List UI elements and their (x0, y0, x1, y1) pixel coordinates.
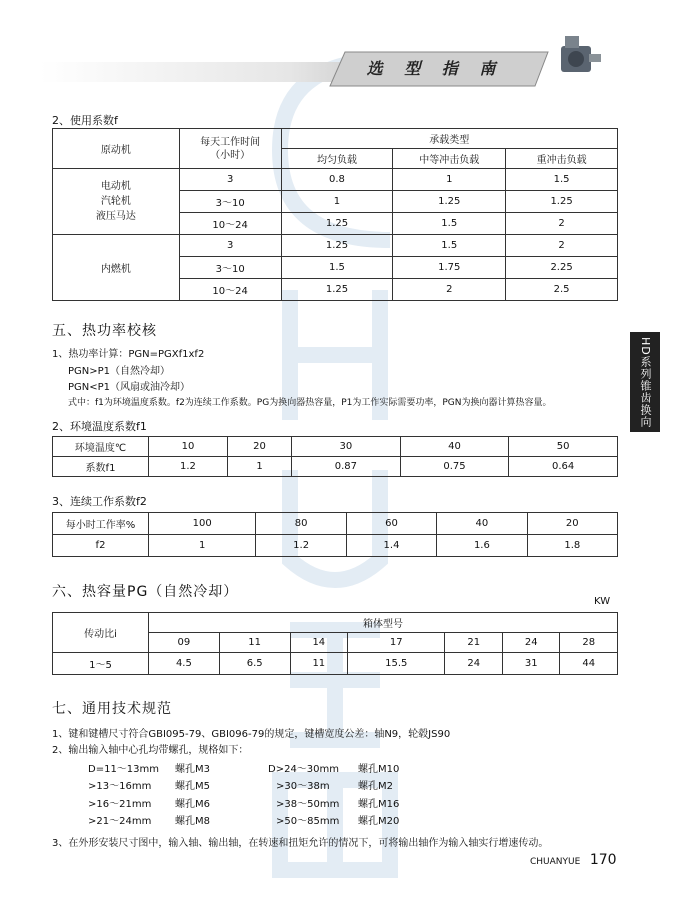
duty-factor-table (52, 512, 618, 557)
table-cell: 1 (149, 535, 256, 557)
table-cell: 50 (509, 437, 618, 457)
hours-header: 每天工作时间 （小时） (179, 129, 281, 169)
hole-dia: >30～38m (276, 781, 330, 792)
temp-factor-heading: 2、环境温度系数f1 (52, 420, 147, 433)
table-cell: 100 (149, 513, 256, 535)
table-cell: 1.25 (281, 213, 393, 235)
footer-brand: CHUANYUE (530, 857, 581, 867)
thermal-formula: 1、热功率计算：PGN=PGXf1xf2 (52, 349, 205, 360)
load-col-moderate: 中等冲击负载 (393, 149, 506, 169)
hole-thread: 螺孔M2 (358, 781, 393, 792)
section6-heading: 六、热容量PG（自然冷却） (52, 584, 239, 600)
spec-line-2: 2、输出输入轴中心孔均带螺孔，规格如下： (52, 745, 249, 756)
section5-heading: 五、热功率校核 (52, 323, 157, 339)
hole-thread: 螺孔M5 (175, 781, 210, 792)
table-cell: 11 (290, 653, 348, 675)
table-cell: 1 (281, 191, 393, 213)
hole-dia: >50～85mm (276, 816, 340, 827)
motor-header: 原动机 (53, 129, 180, 169)
section2-heading: 2、使用系数f (52, 114, 118, 127)
table-cell: 1.8 (527, 535, 617, 557)
table-cell: 20 (527, 513, 617, 535)
table-cell: 2.5 (506, 279, 618, 301)
table-cell: 1.5 (393, 213, 506, 235)
table-cell: 0.64 (509, 457, 618, 477)
table-cell: 4.5 (149, 653, 220, 675)
table-cell: 2 (506, 235, 618, 257)
table-cell: 1.6 (437, 535, 527, 557)
table-cell: 31 (502, 653, 560, 675)
table-cell: 40 (437, 513, 527, 535)
table-cell: 40 (400, 437, 509, 457)
hole-dia: D>24～30mm (268, 764, 340, 775)
hole-thread: 螺孔M16 (358, 799, 400, 810)
table-cell: 30 (292, 437, 401, 457)
temp-factor-table (52, 436, 618, 477)
table-cell: 1.5 (393, 235, 506, 257)
spec-line-3: 3、在外形安装尺寸图中，输入轴、输出轴，在转速和扭矩允许的情况下，可将输出轴作为输入轴实行增速传动。 (52, 838, 549, 849)
hole-thread: 螺孔M6 (175, 799, 210, 810)
hole-dia: >21～24mm (88, 816, 152, 827)
table-cell: 60 (346, 513, 436, 535)
table-cell: 0.75 (400, 457, 509, 477)
table-cell: 3～10 (179, 191, 281, 213)
spec-line-1: 1、键和键槽尺寸符合GBI095-79、GBI096-79的规定，键槽宽度公差：轴N9，轮毂JS90 (52, 729, 451, 740)
load-col-uniform: 均匀负载 (281, 149, 393, 169)
table-cell: 10 (149, 437, 228, 457)
table-cell: 0.8 (281, 169, 393, 191)
thermal-natural: PGN>P1（自然冷却） (68, 366, 171, 377)
table-cell: 2.25 (506, 257, 618, 279)
f2-row-label: f2 (53, 535, 149, 557)
series-side-tab: HD系列锥齿换向器 (630, 332, 660, 432)
page-number: 170 (589, 852, 617, 868)
page-footer (530, 852, 617, 868)
table-cell: 1 (227, 457, 291, 477)
duty-factor-heading: 3、连续工作系数f2 (52, 495, 147, 508)
coef-row-label: 系数f1 (53, 457, 149, 477)
model-cell: 17 (348, 633, 445, 653)
table-cell: 3～10 (179, 257, 281, 279)
hole-dia: >38～50mm (276, 799, 340, 810)
table-cell: 1.25 (393, 191, 506, 213)
thermal-definition: 式中：f1为环境温度系数。f2为连续工作系数。PG为换向器热容量，P1为工作实际需要功率，PGN为换向器计算热容量。 (68, 398, 552, 408)
temp-row-label: 环境温度℃ (53, 437, 149, 457)
table-cell: 1.75 (393, 257, 506, 279)
table-cell: 3 (179, 169, 281, 191)
ratio-value: 1～5 (53, 653, 149, 675)
hole-thread: 螺孔M3 (175, 764, 210, 775)
table-cell: 1.5 (506, 169, 618, 191)
table-cell: 1 (393, 169, 506, 191)
duty-row-label: 每小时工作率% (53, 513, 149, 535)
motor-group-combustion: 内燃机 (53, 235, 180, 301)
unit-label: KW (594, 596, 611, 607)
table-cell: 1.2 (256, 535, 346, 557)
table-cell: 6.5 (219, 653, 290, 675)
table-cell: 3 (179, 235, 281, 257)
model-cell: 24 (502, 633, 560, 653)
hole-thread: 螺孔M10 (358, 764, 400, 775)
model-cell: 09 (149, 633, 220, 653)
hole-thread: 螺孔M20 (358, 816, 400, 827)
table-cell: 2 (506, 213, 618, 235)
ratio-header: 传动比i (53, 613, 149, 653)
gearbox-image (553, 32, 603, 80)
hole-thread: 螺孔M8 (175, 816, 210, 827)
service-factor-table (52, 128, 618, 301)
section7-heading: 七、通用技术规范 (52, 701, 172, 717)
table-cell: 20 (227, 437, 291, 457)
hole-dia: >16～21mm (88, 799, 152, 810)
box-model-header: 箱体型号 (149, 613, 618, 633)
table-cell: 1.2 (149, 457, 228, 477)
table-cell: 1.5 (281, 257, 393, 279)
model-cell: 28 (560, 633, 618, 653)
table-cell: 1.25 (281, 279, 393, 301)
thermal-capacity-table (52, 612, 618, 675)
table-cell: 10～24 (179, 279, 281, 301)
table-cell: 10～24 (179, 213, 281, 235)
thermal-forced: PGN<P1（风扇或油冷却） (68, 382, 191, 393)
model-cell: 14 (290, 633, 348, 653)
motor-group-electric: 电动机 汽轮机 液压马达 (53, 169, 180, 235)
table-cell: 44 (560, 653, 618, 675)
hole-dia: D=11～13mm (88, 764, 160, 775)
hole-dia: >13～16mm (88, 781, 152, 792)
table-cell: 15.5 (348, 653, 445, 675)
table-cell: 80 (256, 513, 346, 535)
table-cell: 1.4 (346, 535, 436, 557)
model-cell: 11 (219, 633, 290, 653)
model-cell: 21 (445, 633, 503, 653)
load-col-heavy: 重冲击负载 (506, 149, 618, 169)
load-type-header: 承载类型 (281, 129, 617, 149)
table-cell: 2 (393, 279, 506, 301)
table-cell: 0.87 (292, 457, 401, 477)
table-cell: 1.25 (506, 191, 618, 213)
page-header-title: 选 型 指 南 (366, 59, 504, 78)
table-cell: 24 (445, 653, 503, 675)
table-cell: 1.25 (281, 235, 393, 257)
